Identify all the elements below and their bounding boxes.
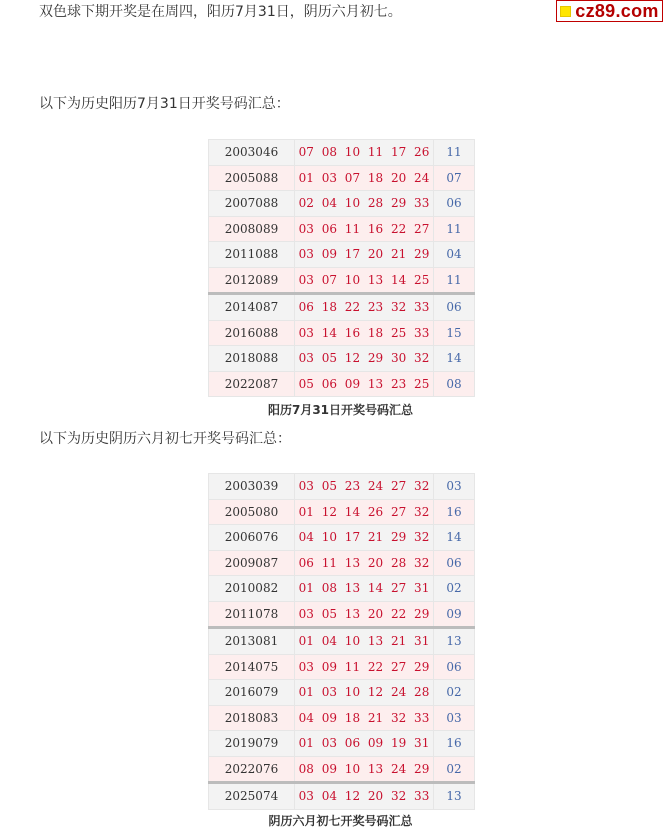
issue-number: 2006076 [209, 525, 295, 551]
issue-number: 2019079 [209, 731, 295, 757]
red-balls: 03 14 16 18 25 33 [295, 320, 434, 346]
red-balls: 01 03 06 09 19 31 [295, 731, 434, 757]
issue-number: 2005088 [209, 165, 295, 191]
red-balls: 01 03 07 18 20 24 [295, 165, 434, 191]
blue-ball: 11 [434, 267, 475, 294]
issue-number: 2007088 [209, 191, 295, 217]
table-row [209, 525, 475, 551]
blue-ball: 06 [434, 191, 475, 217]
blue-ball: 03 [434, 705, 475, 731]
table-row [209, 320, 475, 346]
blue-ball: 02 [434, 756, 475, 783]
blue-ball: 08 [434, 371, 475, 397]
issue-number: 2005080 [209, 499, 295, 525]
blue-ball: 03 [434, 474, 475, 500]
logo-square-icon [560, 6, 571, 17]
table-row [209, 601, 475, 628]
red-balls: 03 05 12 29 30 32 [295, 346, 434, 372]
red-balls: 06 18 22 23 32 33 [295, 294, 434, 321]
intro-text: 双色球下期开奖是在周四，阳历7月31日，阴历六月初七。 [39, 4, 402, 20]
table-row [209, 576, 475, 602]
red-balls: 03 09 11 22 27 29 [295, 654, 434, 680]
issue-number: 2014087 [209, 294, 295, 321]
blue-ball: 11 [434, 216, 475, 242]
watermark-text: cz89.com [575, 1, 659, 21]
red-balls: 01 08 13 14 27 31 [295, 576, 434, 602]
red-balls: 02 04 10 28 29 33 [295, 191, 434, 217]
blue-ball: 06 [434, 294, 475, 321]
table-row [209, 705, 475, 731]
blue-ball: 07 [434, 165, 475, 191]
issue-number: 2012089 [209, 267, 295, 294]
table-row [209, 294, 475, 321]
blue-ball: 06 [434, 550, 475, 576]
issue-number: 2003039 [209, 474, 295, 500]
issue-number: 2018088 [209, 346, 295, 372]
issue-number: 2016079 [209, 680, 295, 706]
solar-table-caption: 阳历7月31日开奖号码汇总 [267, 403, 414, 417]
issue-number: 2010082 [209, 576, 295, 602]
issue-number: 2018083 [209, 705, 295, 731]
red-balls: 05 06 09 13 23 25 [295, 371, 434, 397]
table-row [209, 628, 475, 655]
issue-number: 2013081 [209, 628, 295, 655]
table-row [209, 216, 475, 242]
blue-ball: 06 [434, 654, 475, 680]
table-row [209, 499, 475, 525]
red-balls: 03 07 10 13 14 25 [295, 267, 434, 294]
table-row [209, 346, 475, 372]
table-row [209, 680, 475, 706]
blue-ball: 13 [434, 628, 475, 655]
table-row [209, 783, 475, 810]
red-balls: 01 03 10 12 24 28 [295, 680, 434, 706]
blue-ball: 04 [434, 242, 475, 268]
lunar-section-label: 以下为历史阴历六月初七开奖号码汇总： [39, 431, 291, 447]
table-row [209, 165, 475, 191]
table-row [209, 267, 475, 294]
issue-number: 2016088 [209, 320, 295, 346]
red-balls: 01 04 10 13 21 31 [295, 628, 434, 655]
red-balls: 03 09 17 20 21 29 [295, 242, 434, 268]
red-balls: 08 09 10 13 24 29 [295, 756, 434, 783]
red-balls: 04 10 17 21 29 32 [295, 525, 434, 551]
red-balls: 03 05 23 24 27 32 [295, 474, 434, 500]
table-row [209, 371, 475, 397]
blue-ball: 02 [434, 576, 475, 602]
issue-number: 2003046 [209, 140, 295, 166]
issue-number: 2022087 [209, 371, 295, 397]
blue-ball: 02 [434, 680, 475, 706]
table-row [209, 654, 475, 680]
blue-ball: 09 [434, 601, 475, 628]
lunar-table-caption: 阴历六月初七开奖号码汇总 [268, 814, 413, 828]
issue-number: 2014075 [209, 654, 295, 680]
table-row [209, 731, 475, 757]
table-row [209, 191, 475, 217]
blue-ball: 15 [434, 320, 475, 346]
blue-ball: 14 [434, 346, 475, 372]
table-row [209, 140, 475, 166]
red-balls: 04 09 18 21 32 33 [295, 705, 434, 731]
watermark-logo [556, 0, 663, 22]
issue-number: 2022076 [209, 756, 295, 783]
blue-ball: 13 [434, 783, 475, 810]
red-balls: 03 06 11 16 22 27 [295, 216, 434, 242]
blue-ball: 16 [434, 499, 475, 525]
lunar-results-table [208, 473, 475, 810]
table-row [209, 474, 475, 500]
issue-number: 2011078 [209, 601, 295, 628]
red-balls: 07 08 10 11 17 26 [295, 140, 434, 166]
blue-ball: 16 [434, 731, 475, 757]
blue-ball: 14 [434, 525, 475, 551]
issue-number: 2009087 [209, 550, 295, 576]
solar-results-table [208, 139, 475, 397]
table-row [209, 550, 475, 576]
red-balls: 06 11 13 20 28 32 [295, 550, 434, 576]
issue-number: 2008089 [209, 216, 295, 242]
blue-ball: 11 [434, 140, 475, 166]
issue-number: 2011088 [209, 242, 295, 268]
table-row [209, 242, 475, 268]
table-row [209, 756, 475, 783]
red-balls: 03 04 12 20 32 33 [295, 783, 434, 810]
solar-section-label: 以下为历史阳历7月31日开奖号码汇总： [39, 96, 290, 112]
red-balls: 01 12 14 26 27 32 [295, 499, 434, 525]
issue-number: 2025074 [209, 783, 295, 810]
red-balls: 03 05 13 20 22 29 [295, 601, 434, 628]
